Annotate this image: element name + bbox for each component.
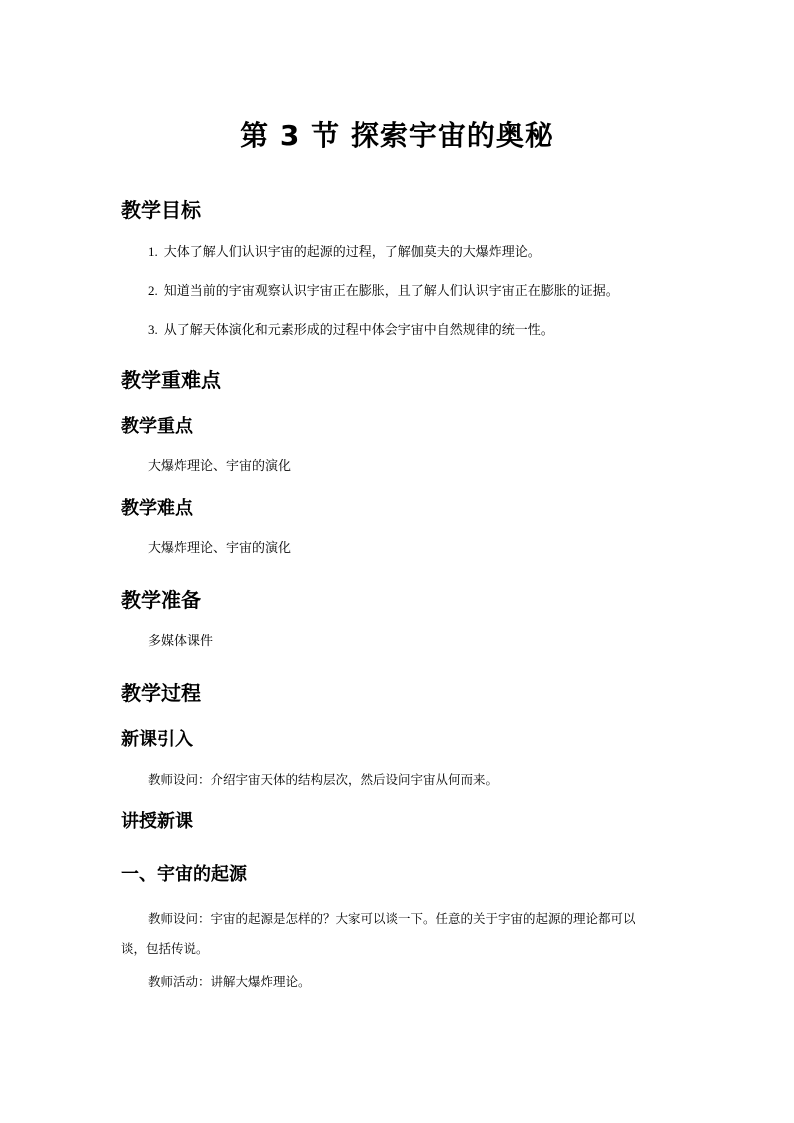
objective-item-1	[148, 243, 541, 262]
document-title: 第 3 节 探索宇宙的奥秘	[240, 119, 554, 152]
key-points-text: 大爆炸理论、宇宙的演化	[148, 459, 292, 474]
preparation-text: 多媒体课件	[148, 634, 214, 649]
objective-text: 大体了解人们认识宇宙的起源的过程，了解伽莫夫的大爆炸理论。	[163, 245, 541, 260]
part1-question-text: 教师设问：宇宙的起源是怎样的？大家可以谈一下。任意的关于宇宙的起源的理论都可以谈，包括传说。	[121, 911, 636, 956]
part1-activity-text: 教师活动：讲解大爆炸理论。	[148, 974, 311, 989]
heading-objectives: 教学目标	[121, 198, 201, 222]
heading-process: 教学过程	[121, 681, 201, 705]
intro-text: 教师设问：介绍宇宙天体的结构层次，然后设问宇宙从何而来。	[148, 772, 499, 787]
subheading-key-points: 教学重点	[121, 416, 193, 437]
heading-preparation: 教学准备	[121, 588, 201, 612]
objective-number: 1.	[148, 244, 158, 259]
subheading-difficult-points: 教学难点	[121, 498, 193, 519]
heading-key-difficult: 教学重难点	[121, 368, 221, 392]
subheading-part-1: 一、宇宙的起源	[121, 864, 247, 885]
objective-number: 2.	[148, 283, 158, 298]
objective-item-2	[148, 282, 619, 301]
subheading-intro: 新课引入	[121, 729, 193, 750]
difficult-points-text: 大爆炸理论、宇宙的演化	[148, 541, 292, 556]
objective-item-3	[148, 321, 554, 340]
subheading-new-lesson: 讲授新课	[121, 811, 193, 832]
objective-text: 从了解天体演化和元素形成的过程中体会宇宙中自然规律的统一性。	[163, 323, 554, 338]
objective-text: 知道当前的宇宙观察认识宇宙正在膨胀，且了解人们认识宇宙正在膨胀的证据。	[163, 284, 619, 299]
objective-number: 3.	[148, 322, 158, 337]
